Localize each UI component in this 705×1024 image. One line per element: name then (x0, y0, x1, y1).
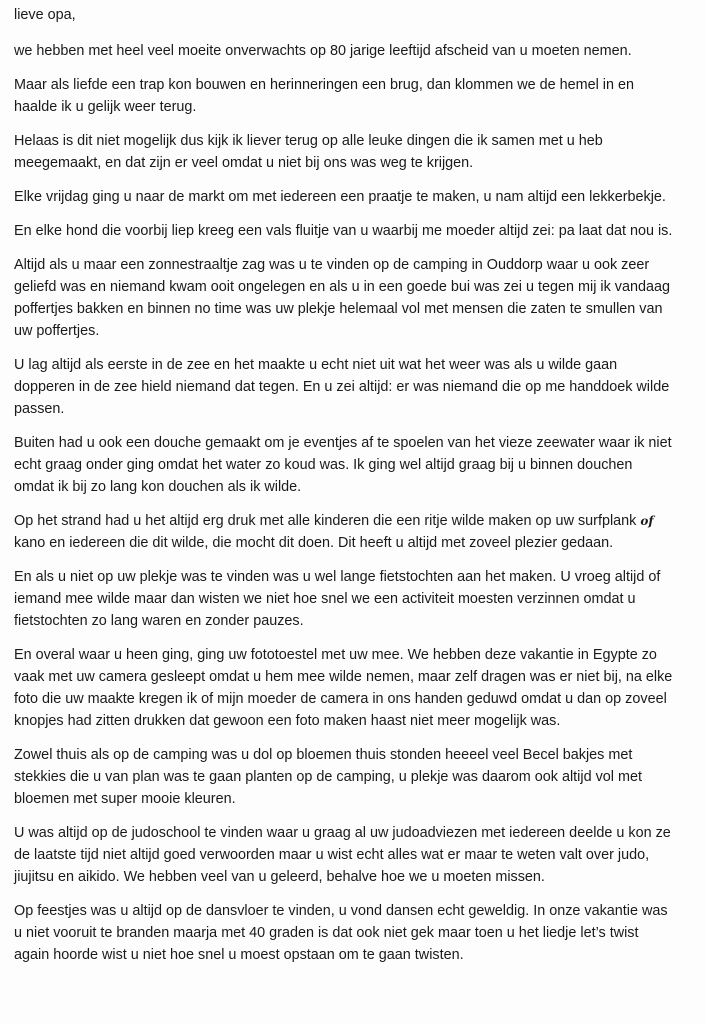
paragraph-8: Buiten had u ook een douche gemaakt om je eventjes af te spoelen van het vieze zeewater waar ik niet echt graag onder ging omdat het water zo koud was. Ik ging wel altijd graag bij u binnen douchen omdat ik bij zo lang kon douchen als ik wilde. (14, 435, 672, 495)
letter-body (14, 4, 674, 978)
paragraph-14: Op feestjes was u altijd op de dansvloer te vinden, u vond dansen echt geweldig. In onze vakantie was u niet vooruit te branden maarja met 40 graden is dat ook niet gek maar toen u het liedje let’s twist again hoorde wist u niet hoe snel u moest opstaan om te gaan twisten. (14, 903, 668, 963)
paragraph-2: Maar als liefde een trap kon bouwen en herinneringen een brug, dan klommen we de hemel in en haalde ik u gelijk weer terug. (14, 77, 634, 115)
paragraph-5: En elke hond die voorbij liep kreeg een vals fluitje van u waarbij me moeder altijd zei: pa laat dat nou is. (14, 223, 673, 239)
paragraph-9-end: kano en iedereen die dit wilde, die mocht dit doen. Dit heeft u altijd met zoveel plezier gedaan. (14, 535, 614, 551)
paragraph-3: Helaas is dit niet mogelijk dus kijk ik liever terug op alle leuke dingen die ik samen met u heb meegemaakt, en dat zijn er veel omdat u niet bij ons was weg te krijgen. (14, 133, 603, 171)
paragraph-4: Elke vrijdag ging u naar de markt om met iedereen een praatje te maken, u nam altijd een lekkerbekje. (14, 189, 666, 205)
salutation: lieve opa, (14, 7, 76, 23)
paragraph-10: En als u niet op uw plekje was te vinden was u wel lange fietstochten aan het maken. U vroeg altijd of iemand mee wilde maar dan wisten we niet hoe snel we een activiteit moesten verzinnen omdat u fietstochten zo lang waren en zonder pauzes. (14, 569, 661, 629)
paragraph-9 (14, 510, 674, 554)
handwritten-correction: of (640, 514, 654, 528)
paragraph-7: U lag altijd als eerste in de zee en het maakte u echt niet uit wat het weer was als u wilde gaan dopperen in de zee hield niemand dat tegen. En u zei altijd: er was niemand die op me handdoek wilde passen. (14, 357, 670, 417)
paragraph-6: Altijd als u maar een zonnestraaltje zag was u te vinden op de camping in Ouddorp waar u ook zeer geliefd was en niemand kwam ooit ongelegen en als u in een goede bui was zei u tegen mij ik vandaag poffertjes bakken en binnen no time was uw plekje helemaal vol met mensen die zaten te smullen van uw poffertjes. (14, 257, 671, 339)
paragraph-9-start: Op het strand had u het altijd erg druk met alle kinderen die een ritje wilde maken op uw surfplank (14, 513, 641, 529)
paragraph-13: U was altijd op de judoschool te vinden waar u graag al uw judoadviezen met iedereen deelde u kon ze de laatste tijd niet altijd goed verwoorden maar u wist echt alles wat er maar te weten valt over judo, jiujitsu en aikido. We hebben veel van u geleerd, behalve hoe we u moeten missen. (14, 825, 671, 885)
paragraph-11: En overal waar u heen ging, ging uw fototoestel met uw mee. We hebben deze vakantie in Egypte zo vaak met uw camera gesleept omdat u hem mee wilde nemen, maar zelf dragen was er niet bij, na elke foto die uw maakte kregen ik of mijn moeder de camera in ons handen geduwd omdat u dan op zoveel knopjes had zitten drukken dat gewoon een foto maken haast niet meer mogelijk was. (14, 647, 673, 729)
paragraph-1: we hebben met heel veel moeite onverwachts op 80 jarige leeftijd afscheid van u moeten nemen. (14, 43, 632, 59)
paragraph-12: Zowel thuis als op de camping was u dol op bloemen thuis stonden heeeel veel Becel bakjes met stekkies die u van plan was te gaan planten op de camping, u plekje was daarom ook altijd vol met bloemen met super mooie kleuren. (14, 747, 642, 807)
